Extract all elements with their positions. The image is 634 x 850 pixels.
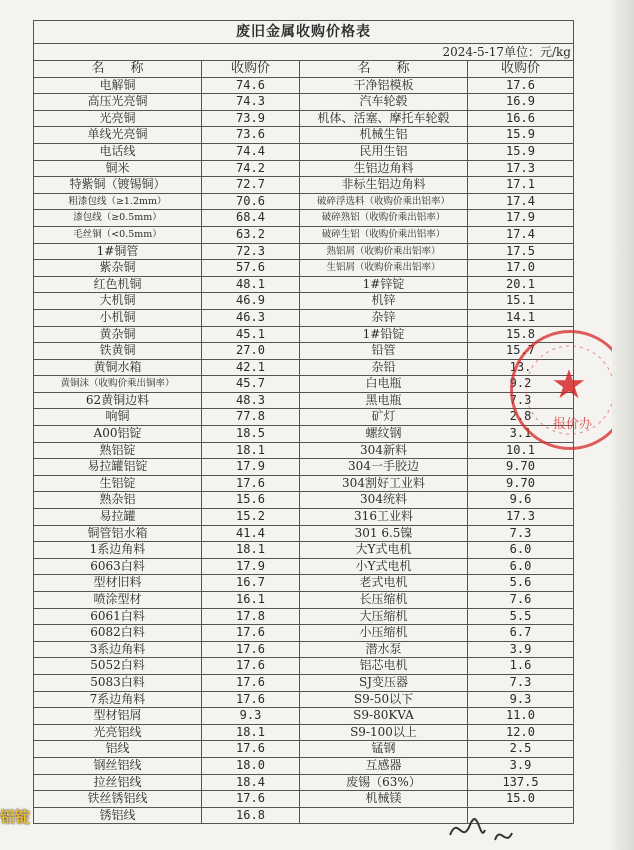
item-price: 7.3 (468, 525, 574, 542)
item-name: 铝芯电机 (300, 658, 468, 675)
header-name-right: 名 称 (300, 61, 468, 78)
item-name: 破碎生铝（收购价乘出铝率） (300, 226, 468, 243)
table-row (34, 276, 574, 293)
item-name: 杂锌 (300, 309, 468, 326)
item-name: 型材铝屑 (34, 708, 202, 725)
overlay-caption: 铝锭 (0, 808, 31, 826)
item-price: 48.1 (202, 276, 300, 293)
item-price: 74.4 (202, 143, 300, 160)
item-price: 1.6 (468, 658, 574, 675)
item-name: 非标生铝边角料 (300, 177, 468, 194)
table-row (34, 226, 574, 243)
table-row (34, 608, 574, 625)
item-price: 3.1 (468, 426, 574, 443)
item-name: 生铝边角料 (300, 160, 468, 177)
table-row (34, 210, 574, 227)
item-price: 77.8 (202, 409, 300, 426)
item-price: 2.8 (468, 409, 574, 426)
item-name: 潜水泵 (300, 641, 468, 658)
item-name: 紫杂铜 (34, 260, 202, 277)
item-name: 5083白料 (34, 674, 202, 691)
table-row (34, 77, 574, 94)
item-price: 14.1 (468, 309, 574, 326)
table-row (34, 127, 574, 144)
table-row (34, 160, 574, 177)
item-price: 3.9 (468, 641, 574, 658)
item-name: 机械生铝 (300, 127, 468, 144)
item-name: 大压缩机 (300, 608, 468, 625)
item-name: 铝线 (34, 741, 202, 758)
table-row (34, 343, 574, 360)
table-row (34, 293, 574, 310)
item-price: 9.70 (468, 459, 574, 476)
item-price: 137.5 (468, 774, 574, 791)
item-name: 机械镁 (300, 791, 468, 808)
item-name: 易拉罐铝锭 (34, 459, 202, 476)
item-price: 18.5 (202, 426, 300, 443)
table-row (34, 658, 574, 675)
item-price: 45.7 (202, 376, 300, 393)
item-price: 48.3 (202, 392, 300, 409)
date-unit: 2024-5-17单位：元/kg (34, 44, 574, 61)
item-name: 小压缩机 (300, 625, 468, 642)
item-price: 27.0 (202, 343, 300, 360)
item-price: 7.6 (468, 592, 574, 609)
item-name: 漆包线（≥0.5mm） (34, 210, 202, 227)
item-name: 小机铜 (34, 309, 202, 326)
item-price: 46.9 (202, 293, 300, 310)
item-name: S9-80KVA (300, 708, 468, 725)
item-name: 单线光亮铜 (34, 127, 202, 144)
page-edge (612, 0, 634, 850)
table-row (34, 376, 574, 393)
item-name: 白电瓶 (300, 376, 468, 393)
item-name: 矿灯 (300, 409, 468, 426)
price-table (33, 20, 574, 824)
table-row (34, 691, 574, 708)
item-price: 74.2 (202, 160, 300, 177)
item-price: 15.9 (468, 143, 574, 160)
item-price: 17.9 (202, 459, 300, 476)
table-row (34, 426, 574, 443)
table-row (34, 475, 574, 492)
item-name: 黄杂铜 (34, 326, 202, 343)
item-price: 9.3 (468, 691, 574, 708)
item-price: 17.6 (202, 658, 300, 675)
item-price: 17.6 (202, 625, 300, 642)
item-name: 光亮铜 (34, 110, 202, 127)
item-name: 型材旧料 (34, 575, 202, 592)
table-row (34, 724, 574, 741)
item-price: 17.4 (468, 193, 574, 210)
item-name: 6061白料 (34, 608, 202, 625)
item-name: 6082白料 (34, 625, 202, 642)
item-price: 70.6 (202, 193, 300, 210)
table-row (34, 774, 574, 791)
item-price: 6.0 (468, 558, 574, 575)
table-row (34, 409, 574, 426)
header-row (34, 61, 574, 78)
item-name: 破碎浮选料（收购价乘出铝率） (300, 193, 468, 210)
item-name: 响铜 (34, 409, 202, 426)
item-name: 304新料 (300, 442, 468, 459)
item-name: 杂铅 (300, 359, 468, 376)
item-price: 74.3 (202, 94, 300, 111)
item-name: 黄铜沫（收购价乘出铜率） (34, 376, 202, 393)
item-name: 熟铝屑（收购价乘出铝率） (300, 243, 468, 260)
item-price: 17.9 (202, 558, 300, 575)
item-name: 铁丝锈铝线 (34, 791, 202, 808)
item-price: 72.7 (202, 177, 300, 194)
table-row (34, 575, 574, 592)
item-price: 17.3 (468, 509, 574, 526)
star-icon: ★ (551, 362, 587, 408)
item-name: 铜管铝水箱 (34, 525, 202, 542)
item-name: 干净铝模板 (300, 77, 468, 94)
item-price: 6.0 (468, 542, 574, 559)
item-price: 17.8 (202, 608, 300, 625)
table-row (34, 708, 574, 725)
item-name: 特紫铜（镀锡铜） (34, 177, 202, 194)
item-price: 17.6 (202, 641, 300, 658)
item-price: 15.0 (468, 791, 574, 808)
item-price: 45.1 (202, 326, 300, 343)
date-row (34, 44, 574, 61)
item-name: 黑电瓶 (300, 392, 468, 409)
item-name: 铅管 (300, 343, 468, 360)
item-name: 高压光亮铜 (34, 94, 202, 111)
table-row (34, 177, 574, 194)
item-name: 铜米 (34, 160, 202, 177)
item-name: 1#铜管 (34, 243, 202, 260)
item-name: 3系边角料 (34, 641, 202, 658)
item-price: 72.3 (202, 243, 300, 260)
header-price-left: 收购价 (202, 61, 300, 78)
item-name: 304统料 (300, 492, 468, 509)
item-price: 18.1 (202, 542, 300, 559)
item-name: 熟铝锭 (34, 442, 202, 459)
table-row (34, 509, 574, 526)
item-name: 破碎熟铝（收购价乘出铝率） (300, 210, 468, 227)
item-price: 46.3 (202, 309, 300, 326)
item-name: 拉丝铝线 (34, 774, 202, 791)
item-name: 机体、活塞、摩托车轮毂 (300, 110, 468, 127)
item-name: 熟杂铝 (34, 492, 202, 509)
table-row (34, 641, 574, 658)
item-price: 17.6 (202, 741, 300, 758)
item-name: 光亮铝线 (34, 724, 202, 741)
item-name: 6063白料 (34, 558, 202, 575)
table-row (34, 741, 574, 758)
item-price: 42.1 (202, 359, 300, 376)
title-row (34, 21, 574, 44)
item-name: 长压缩机 (300, 592, 468, 609)
header-price-right: 收购价 (468, 61, 574, 78)
item-name: 304割好工业料 (300, 475, 468, 492)
table-row (34, 525, 574, 542)
item-name: 锰钢 (300, 741, 468, 758)
item-name: 螺纹钢 (300, 426, 468, 443)
item-price: 15.7 (468, 343, 574, 360)
table-row (34, 243, 574, 260)
item-name: 1#铅锭 (300, 326, 468, 343)
table-row (34, 542, 574, 559)
item-name: 301 6.5镍 (300, 525, 468, 542)
item-name: 5052白料 (34, 658, 202, 675)
item-name: 易拉罐 (34, 509, 202, 526)
table-row (34, 326, 574, 343)
item-price: 5.6 (468, 575, 574, 592)
header-name-left: 名 称 (34, 61, 202, 78)
table-row (34, 309, 574, 326)
item-price: 68.4 (202, 210, 300, 227)
item-price: 15.9 (468, 127, 574, 144)
item-name: 生铝屑（收购价乘出铝率） (300, 260, 468, 277)
item-name: 锈铝线 (34, 807, 202, 824)
item-price: 17.9 (468, 210, 574, 227)
item-name: 小Y式电机 (300, 558, 468, 575)
item-price: 15.1 (468, 293, 574, 310)
item-price: 17.1 (468, 177, 574, 194)
item-price: 9.70 (468, 475, 574, 492)
item-name: 304一手胶边 (300, 459, 468, 476)
item-name: 316工业料 (300, 509, 468, 526)
item-price: 5.5 (468, 608, 574, 625)
item-name: 民用生铝 (300, 143, 468, 160)
item-name: 喷涂型材 (34, 592, 202, 609)
item-price: 63.2 (202, 226, 300, 243)
table-row (34, 592, 574, 609)
item-name: 生铝锭 (34, 475, 202, 492)
item-name: 62黄铜边料 (34, 392, 202, 409)
page-title: 废旧金属收购价格表 (34, 21, 574, 44)
table-row (34, 757, 574, 774)
item-price: 12.0 (468, 724, 574, 741)
item-price: 16.6 (468, 110, 574, 127)
table-row (34, 558, 574, 575)
item-name: A00铝锭 (34, 426, 202, 443)
item-price: 10.1 (468, 442, 574, 459)
item-price: 41.4 (202, 525, 300, 542)
item-name: 粗漆包线（≥1.2mm） (34, 193, 202, 210)
item-price: 17.0 (468, 260, 574, 277)
item-price: 17.6 (202, 475, 300, 492)
item-price: 9.2 (468, 376, 574, 393)
item-name: 废锡（63%） (300, 774, 468, 791)
item-name: 互感器 (300, 757, 468, 774)
item-name: 铁黄铜 (34, 343, 202, 360)
item-price: 7.3 (468, 392, 574, 409)
item-price: 18.1 (202, 724, 300, 741)
item-price: 11.0 (468, 708, 574, 725)
table-row (34, 260, 574, 277)
item-price: 18.1 (202, 442, 300, 459)
item-price: 17.6 (202, 691, 300, 708)
table-row (34, 392, 574, 409)
item-name: 机锌 (300, 293, 468, 310)
item-price: 18.4 (202, 774, 300, 791)
item-price: 73.9 (202, 110, 300, 127)
item-price: 15.2 (202, 509, 300, 526)
table-row (34, 492, 574, 509)
item-price: 16.7 (202, 575, 300, 592)
item-name: 1#锌锭 (300, 276, 468, 293)
item-price: 57.6 (202, 260, 300, 277)
signature-icon (440, 805, 520, 850)
item-name: 电话线 (34, 143, 202, 160)
item-price: 17.6 (468, 77, 574, 94)
item-name: 老式电机 (300, 575, 468, 592)
item-price: 2.5 (468, 741, 574, 758)
item-price: 9.3 (202, 708, 300, 725)
item-price: 16.8 (202, 807, 300, 824)
item-price: 16.1 (202, 592, 300, 609)
item-price: 15.8 (468, 326, 574, 343)
item-name: 红色机铜 (34, 276, 202, 293)
item-price: 20.1 (468, 276, 574, 293)
table-row (34, 110, 574, 127)
table-row (34, 193, 574, 210)
item-price: 7.3 (468, 674, 574, 691)
seal-text: 报价办 (553, 417, 593, 432)
item-name: 1系边角料 (34, 542, 202, 559)
item-price: 17.3 (468, 160, 574, 177)
item-price: 17.6 (202, 674, 300, 691)
item-name: 毛丝铜（<0.5mm） (34, 226, 202, 243)
item-price: 15.6 (202, 492, 300, 509)
item-price: 18.0 (202, 757, 300, 774)
item-price: 17.6 (202, 791, 300, 808)
item-name: 汽车轮毂 (300, 94, 468, 111)
item-name: S9-100以上 (300, 724, 468, 741)
item-name: 电解铜 (34, 77, 202, 94)
item-price: 17.5 (468, 243, 574, 260)
item-name: 大Y式电机 (300, 542, 468, 559)
item-price: 16.9 (468, 94, 574, 111)
item-price: 74.6 (202, 77, 300, 94)
item-price: 3.9 (468, 757, 574, 774)
table-row (34, 143, 574, 160)
item-price: 17.4 (468, 226, 574, 243)
item-price: 6.7 (468, 625, 574, 642)
item-name: SJ变压器 (300, 674, 468, 691)
item-name: S9-50以下 (300, 691, 468, 708)
table-row (34, 625, 574, 642)
table-row (34, 442, 574, 459)
table-row (34, 94, 574, 111)
item-price: 9.6 (468, 492, 574, 509)
item-name: 黄铜水箱 (34, 359, 202, 376)
table-row (34, 459, 574, 476)
table-row (34, 359, 574, 376)
item-name: 7系边角料 (34, 691, 202, 708)
item-price: 73.6 (202, 127, 300, 144)
table-row (34, 674, 574, 691)
item-name: 大机铜 (34, 293, 202, 310)
item-name: 钢丝铝线 (34, 757, 202, 774)
item-price: 13. (468, 359, 574, 376)
